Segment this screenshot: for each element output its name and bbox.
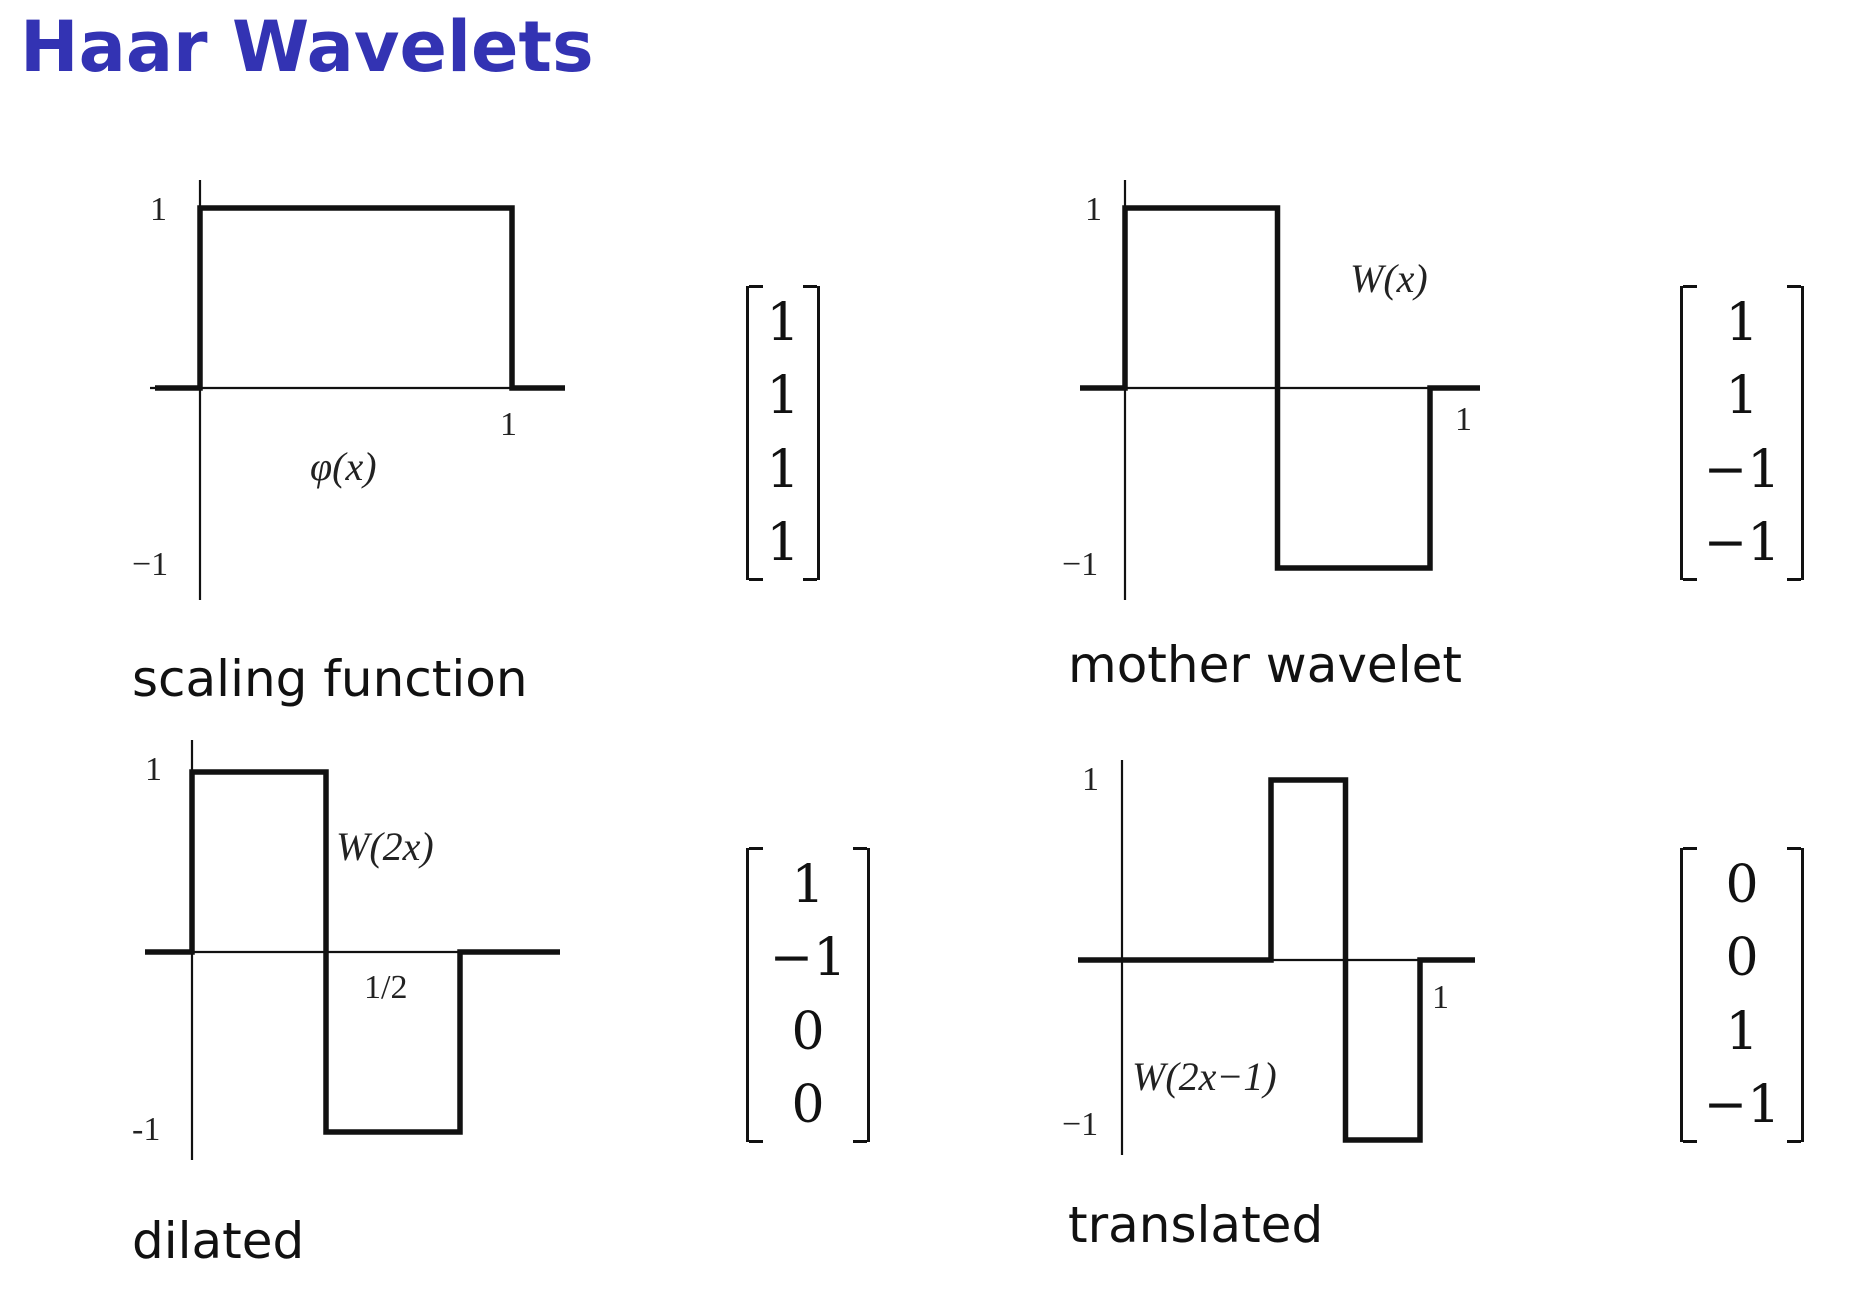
mother-wavelet-caption: mother wavelet [1068, 636, 1462, 694]
vector-entry: 1 [791, 854, 825, 915]
vector-entry: −1 [1703, 439, 1781, 500]
y-tick-top: 1 [1082, 761, 1099, 798]
signal-trace [155, 208, 565, 388]
y-tick-bottom: -1 [132, 1111, 161, 1148]
translated-caption: translated [1068, 1196, 1324, 1254]
vector-entry: 1 [1725, 1001, 1759, 1062]
function-label: W(x) [1350, 256, 1428, 301]
y-tick-bottom: −1 [1062, 546, 1099, 583]
x-tick: 1 [1432, 979, 1449, 1016]
mother-wavelet-plot [1062, 180, 1510, 610]
vector-entry: 0 [1725, 854, 1759, 915]
vector-entry: −1 [1703, 513, 1781, 574]
scaling-function-plot [120, 180, 580, 610]
function-label: W(2x−1) [1132, 1054, 1277, 1099]
translated-plot [1062, 760, 1510, 1190]
dilated-coefficient-vector [746, 848, 870, 1142]
slide-title: Haar Wavelets [20, 6, 594, 88]
vector-entry: 0 [1725, 928, 1759, 989]
mother-coefficient-vector [1680, 286, 1804, 580]
dilated-plot [120, 740, 580, 1170]
vector-entry: −1 [1703, 1075, 1781, 1136]
vector-entry: 1 [1725, 292, 1759, 353]
y-tick-bottom: −1 [1062, 1106, 1099, 1143]
scaling-coefficient-vector [746, 286, 820, 580]
x-tick: 1 [1455, 401, 1472, 438]
x-tick: 1 [500, 406, 517, 443]
vector-entry: 0 [791, 1001, 825, 1062]
vector-entry: 1 [766, 366, 800, 427]
y-tick-top: 1 [145, 751, 162, 788]
scaling-caption: scaling function [132, 650, 528, 708]
y-tick-top: 1 [1085, 191, 1102, 228]
y-tick-top: 1 [150, 191, 167, 228]
function-label: φ(x) [310, 444, 377, 489]
vector-entry: 1 [766, 513, 800, 574]
y-tick-bottom: −1 [132, 546, 169, 583]
dilated-graph [120, 740, 580, 1170]
function-label: W(2x) [336, 824, 434, 869]
x-tick: 1/2 [364, 969, 408, 1006]
vector-entry: −1 [769, 928, 847, 989]
vector-entry: 1 [766, 439, 800, 500]
vector-entry: 1 [766, 292, 800, 353]
dilated-caption: dilated [132, 1212, 305, 1270]
scaling-function-graph [120, 180, 580, 610]
translated-coefficient-vector [1680, 848, 1804, 1142]
vector-entry: 0 [791, 1075, 825, 1136]
translated-graph [1062, 760, 1510, 1190]
mother-wavelet-graph [1062, 180, 1510, 610]
vector-entry: 1 [1725, 366, 1759, 427]
